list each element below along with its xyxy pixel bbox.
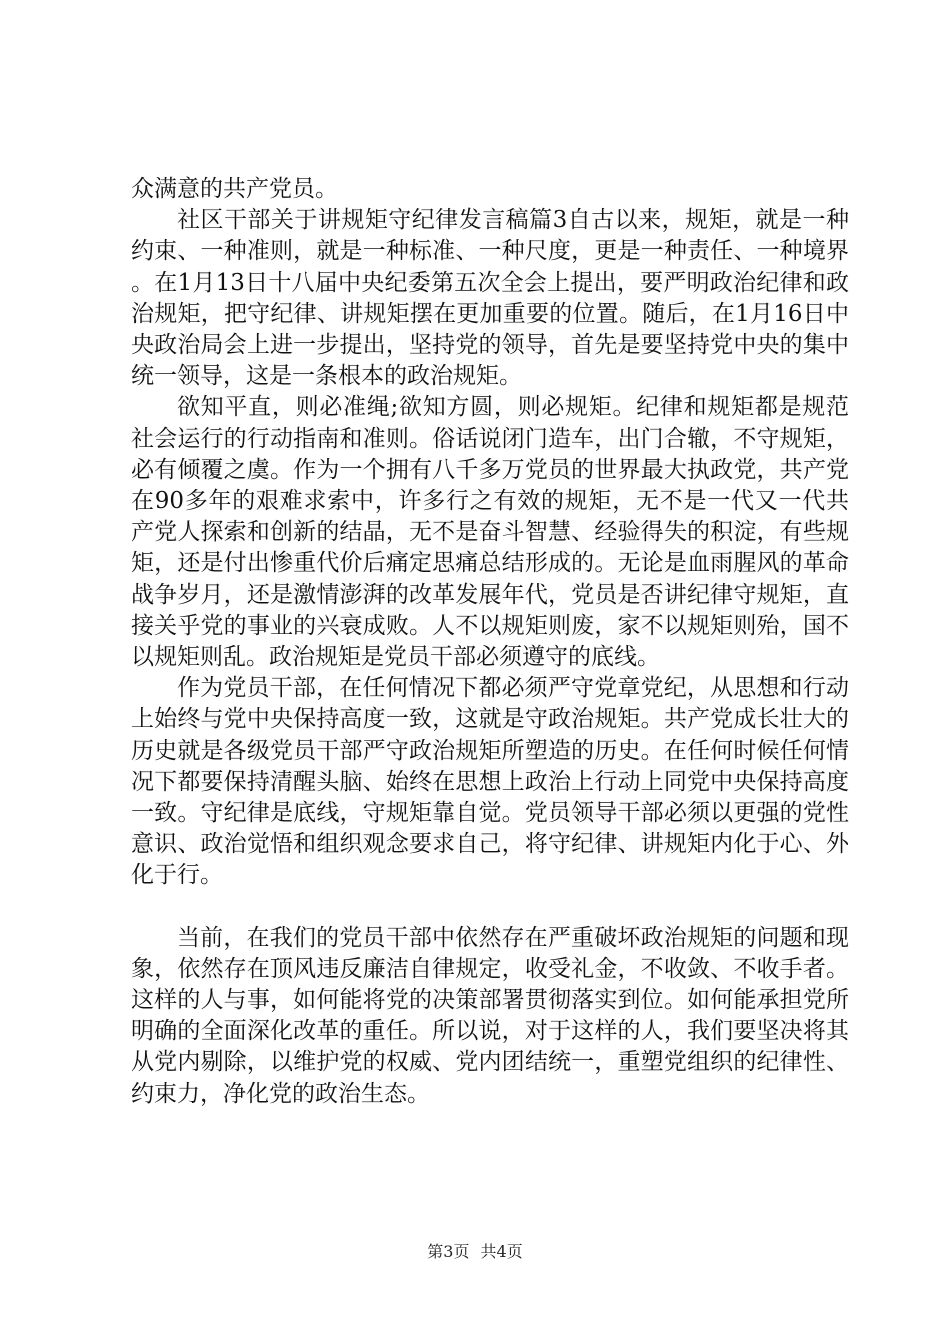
paragraph-discipline: 欲知平直，则必准绳;欲知方圆，则必规矩。纪律和规矩都是规范社会运行的行动指南和准则。俗话说闭门造车，出门合辙，不守规矩，必有倾覆之虞。作为一个拥有八千多万党员的世界最大执政党，共产党在90多年的艰难求索中，许多行之有效的规矩，无不是一代又一代共产党人探索和创新的结晶，无不是奋斗智慧、经验得失的积淀，有些规矩，还是付出惨重代价后痛定思痛总结形成的。无论是血雨腥风的革命战争岁月，还是激情澎湃的改革发展年代，党员是否讲纪律守规矩，直接关乎党的事业的兴衰成败。人不以规矩则废，家不以规矩则殆，国不以规矩则乱。政治规矩是党员干部必须遵守的底线。 [131, 394, 849, 671]
document-body [131, 174, 849, 1110]
paragraph-party-cadre: 作为党员干部，在任何情况下都必须严守党章党纪，从思想和行动上始终与党中央保持高度一致，这就是守政治规矩。共产党成长壮大的历史就是各级党员干部严守政治规矩所塑造的历史。在任何时候任何情况下都要保持清醒头脑、始终在思想上政治上行动上同党中央保持高度一致。守纪律是底线，守规矩靠自觉。党员领导干部必须以更强的党性意识、政治觉悟和组织观念要求自己，将守纪律、讲规矩内化于心、外化于行。 [131, 675, 849, 889]
paragraph-intro: 社区干部关于讲规矩守纪律发言稿篇3自古以来，规矩，就是一种约束、一种准则，就是一种标准、一种尺度，更是一种责任、一种境界。在1月13日十八届中央纪委第五次全会上提出，要严明政治纪律和政治规矩，把守纪律、讲规矩摆在更加重要的位置。随后，在1月16日中央政治局会上进一步提出，坚持党的领导，首先是要坚持党中央的集中统一领导，这是一条根本的政治规矩。 [131, 207, 849, 390]
paragraph-continuation: 众满意的共产党员。 [131, 176, 338, 202]
page-total: 共4页 [480, 1242, 523, 1261]
page-footer [0, 1242, 950, 1262]
page-number: 第3页 [427, 1242, 470, 1261]
paragraph-current-issues: 当前，在我们的党员干部中依然存在严重破坏政治规矩的问题和现象，依然存在顶风违反廉洁自律规定，收受礼金，不收敛、不收手者。这样的人与事，如何能将党的决策部署贯彻落实到位。如何能承担党所明确的全面深化改革的重任。所以说，对于这样的人，我们要坚决将其从党内剔除，以维护党的权威、党内团结统一，重塑党组织的纪律性、约束力，净化党的政治生态。 [131, 924, 849, 1107]
